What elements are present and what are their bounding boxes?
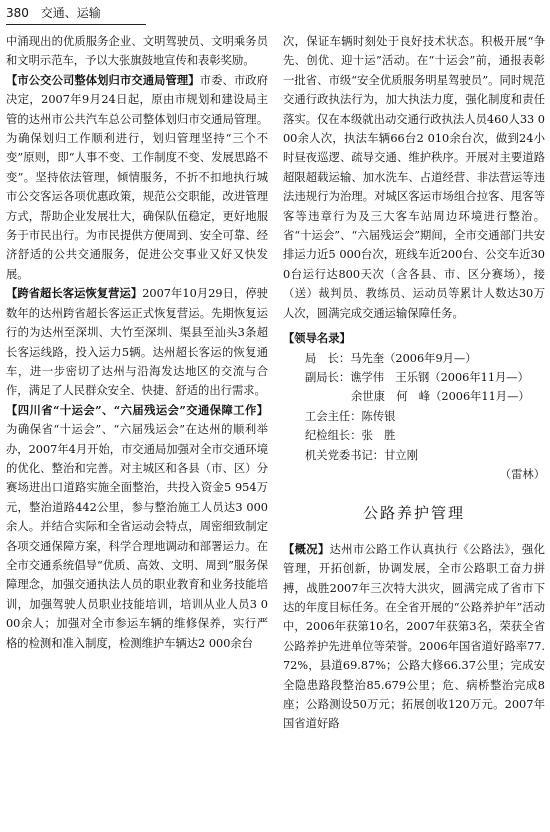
leader-names: 余世康 何 峰（2006年11月—） (351, 390, 530, 404)
paragraph-tag: 【市公交公司整体划归市交通局管理】 (6, 72, 200, 87)
page-header (6, 4, 146, 25)
paragraph-text: 次，保证车辆时刻处于良好技术状态。积极开展“争先、创优、迎十运”活动。在“十运会”前，通报表彰一批省、市级“安全优质服务明星驾驶员”。同时规范交通行政执法行为，加大执法力度，强化制度和责任落实。仅在本级就出动交通行政执法人员460人33 000余人次，执法车辆66台2 010余台次，做到24小时昼夜巡逻、疏导交通、维护秩序。开展对主要道路超限超载运输、加水洗车、占道经营、非法营运等违法违规行为治理。对城区客运市场组合拉客、甩客等客等违章行为及三大客车站周边环境进行整治。省“十运会”、“六届残运会”期间，全市交通部门共安排运力近5 000台次，班线车近200台、公交车近300台运行达800天次（含各县、市、区分赛场），接（送）裁判员、教练员、运动员等累计人数达30万人次，圆满完成交通运输保障任务。 (283, 35, 545, 320)
leader-row (283, 446, 545, 465)
paragraph (6, 284, 268, 400)
leader-names: 谯学伟 王乐钢（2006年11月—） (350, 370, 529, 384)
leader-names: 张 胜 (361, 429, 396, 443)
leader-row (283, 407, 545, 426)
leader-row (283, 349, 545, 368)
paragraph (6, 401, 268, 653)
leader-row (283, 368, 545, 387)
paragraph (6, 32, 268, 71)
leader-role: 局 长： (305, 351, 351, 365)
paragraph (6, 71, 268, 284)
section-title: 公路养护管理 (362, 504, 465, 523)
paragraph-text: 中涌现出的优质服务企业、文明驾驶员、文明乘务员和文明示范车，予以大张旗鼓地宣传和表彰奖励。 (6, 35, 268, 68)
leader-list-heading: 【领导名录】 (283, 331, 351, 346)
leader-role: 工会主任： (305, 409, 362, 423)
running-title: 交通、运输 (40, 6, 101, 20)
left-column (6, 32, 268, 653)
leader-role: 机关党委书记： (305, 448, 385, 462)
paragraph-text: 2007年10月29日，停驶数年的达州跨省超长客运正式恢复营运。先期恢复运行的为达州至深圳、大竹至深圳、渠县至汕头3条超长客运线路，投入运力5辆。达州超长客运的恢复通车，进一步密切了达州与沿海发达地区的交流与合作，满足了人民群众安全、快捷、舒适的出行需求。 (6, 287, 268, 398)
paragraph (283, 32, 545, 323)
leader-role: 纪检组长： (305, 429, 362, 443)
paragraph-tag: 【四川省“十运会”、“六届残运会”交通保障工作】 (6, 402, 268, 417)
leader-list (283, 329, 545, 484)
paragraph (283, 540, 545, 734)
leader-names: 陈传银 (361, 409, 396, 423)
author-credit: （雷林） (499, 467, 545, 481)
paragraph-tag: 【跨省超长客运恢复营运】 (6, 286, 143, 301)
leader-row (283, 426, 545, 445)
page-number: 380 (6, 6, 29, 20)
paragraph-text: 为确保省“十运会”、“六届残运会”在达州的顺利举办，2007年4月开始，市交通局加强对全市交通环境的优化、整治和完善。对主城区和各县（市、区）分赛场进出口道路实施全面整治，共投入资金5 954万元，整治道路442公里，参与整治施工人员达3 000余人。并结合实际和全省运动会特点，周密细致制定各项交通保障方案，科学合理地调动和部署运力。在全市交通系统倡导“优质、高效、文明、周到”服务保障理念，加强交通执法人员的职业教育和业务技能培训，加强驾驶人员职业技能培训，培训从业人员3 000余人；加强对全市参运车辆的维修保养，实行严格的检测和准入制度，检测维护车辆达2 000余台 (6, 423, 268, 650)
leader-row (283, 387, 545, 406)
paragraph-text: 达州市公路工作认真执行《公路法》，强化管理，开拓创新，协调发展，全市公路职工奋力拼搏，战胜2007年三次特大洪灾，圆满完成了省市下达的年度目标任务。在全省开展的“公路养护年”活动中，2006年获第10名，2007年获第3名，荣获全省公路养护先进单位等荣誉。2006年国省道好路率77.72%，县道69.87%；公路大修66.37公里；完成安全隐患路段整治85.679公里；危、病桥整治完成8座；公路测设50万元；拓展创收120万元。2007年国省道好路 (283, 542, 545, 731)
right-column (283, 32, 545, 734)
leader-names: 马先奎（2006年9月—） (350, 351, 477, 365)
paragraph-tag: 【概况】 (283, 541, 330, 556)
paragraph-text: 市委、市政府决定，2007年9月24日起，原由市规划和建设局主管的达州市公共汽车总公司整体划归市交通局管理。为确保划归工作顺利进行，划归管理坚持“三个不变”原则，即“人事不变、工作制度不变、发展思路不变”。坚持依法管理，倾情服务，不折不扣地执行城市公交客运各项优惠政策，规范公交职能，改进管理方式，帮助企业发展壮大，确保队伍稳定，更好地服务于市民出行。为市民提供方便周到、安全可靠、经济舒适的公共交通服务，促进公交事业又好又快发展。 (6, 73, 268, 281)
leader-role: 副局长： (305, 370, 351, 384)
leader-names: 甘立刚 (384, 448, 418, 462)
